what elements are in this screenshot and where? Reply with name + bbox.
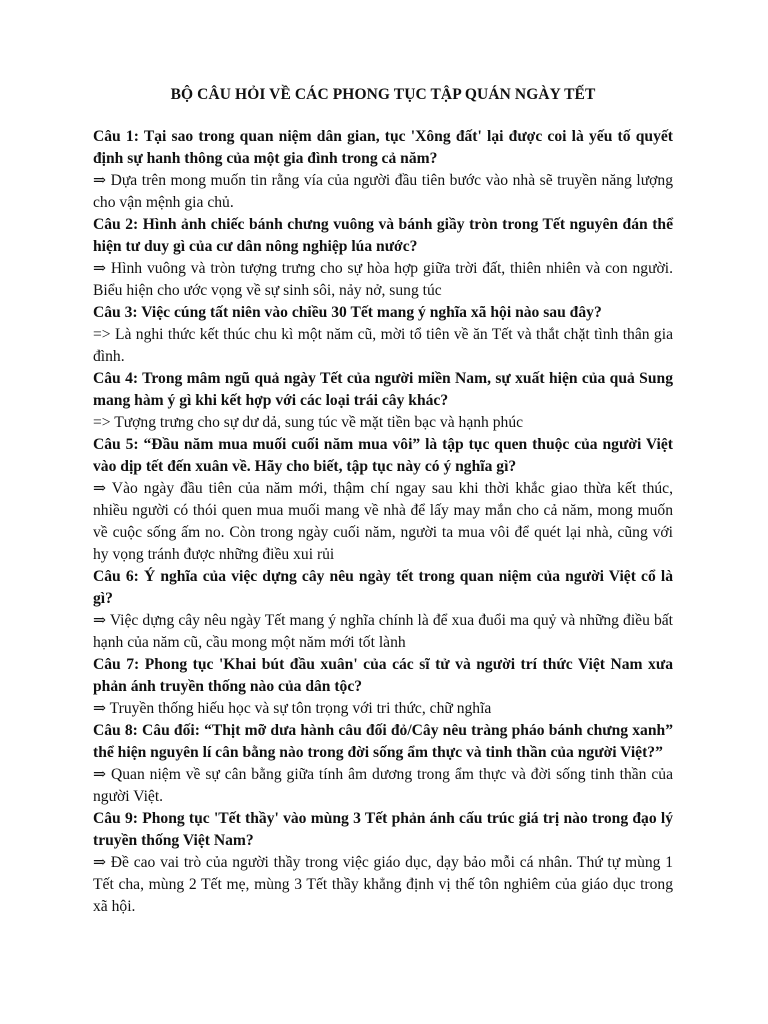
- qa-item-1: [93, 126, 673, 214]
- question-8: Câu 8: Câu đối: “Thịt mỡ dưa hành câu đối đỏ/Cây nêu tràng pháo bánh chưng xanh” thể hiện nguyên lí cân bằng nào trong đời sống ẩm thực và tinh thần của người Việt?”: [93, 722, 673, 761]
- answer-2: ⇒ Hình vuông và tròn tượng trưng cho sự hòa hợp giữa trời đất, thiên nhiên và con người. Biểu hiện cho ước vọng về sự sinh sôi, nảy nở, sung túc: [93, 260, 673, 299]
- qa-item-9: [93, 808, 673, 918]
- answer-7: ⇒ Truyền thống hiếu học và sự tôn trọng với tri thức, chữ nghĩa: [93, 700, 492, 717]
- qa-item-3: [93, 302, 673, 368]
- question-3: Câu 3: Việc cúng tất niên vào chiều 30 Tết mang ý nghĩa xã hội nào sau đây?: [93, 304, 602, 321]
- answer-4: => Tượng trưng cho sự dư dả, sung túc về mặt tiền bạc và hạnh phúc: [93, 414, 524, 431]
- qa-item-2: [93, 214, 673, 302]
- question-6: Câu 6: Ý nghĩa của việc dựng cây nêu ngày tết trong quan niệm của người Việt cổ là gì?: [93, 568, 673, 607]
- question-1: Câu 1: Tại sao trong quan niệm dân gian, tục 'Xông đất' lại được coi là yếu tố quyết định sự hanh thông của một gia đình trong cả năm?: [93, 128, 673, 167]
- answer-3: => Là nghi thức kết thúc chu kì một năm cũ, mời tổ tiên về ăn Tết và thắt chặt tình thân gia đình.: [93, 326, 673, 365]
- question-2: Câu 2: Hình ảnh chiếc bánh chưng vuông và bánh giầy tròn trong Tết nguyên đán thể hiện tư duy gì của cư dân nông nghiệp lúa nước?: [93, 216, 673, 255]
- document-title: BỘ CÂU HỎI VỀ CÁC PHONG TỤC TẬP QUÁN NGÀY TẾT: [170, 86, 596, 103]
- answer-5: ⇒ Vào ngày đầu tiên của năm mới, thậm chí ngay sau khi thời khắc giao thừa kết thúc, nhiều người có thói quen mua muối mang về nhà để lấy may mắn cho cả năm, mong muốn về cuộc sống ấm no. Còn trong ngày cuối năm, người ta mua vôi để quét lại nhà, cũng với hy vọng tránh được những điều xui rủi: [93, 480, 673, 563]
- question-9: Câu 9: Phong tục 'Tết thầy' vào mùng 3 Tết phản ánh cấu trúc giá trị nào trong đạo lý truyền thống Việt Nam?: [93, 810, 673, 849]
- answer-8: ⇒ Quan niệm về sự cân bằng giữa tính âm dương trong ẩm thực và đời sống tinh thần của người Việt.: [93, 766, 673, 805]
- qa-item-5: [93, 434, 673, 566]
- document-page: [93, 86, 673, 918]
- answer-6: ⇒ Việc dựng cây nêu ngày Tết mang ý nghĩa chính là để xua đuổi ma quỷ và những điều bất hạnh của năm cũ, cầu mong một năm mới tốt lành: [93, 612, 673, 651]
- answer-9: ⇒ Đề cao vai trò của người thầy trong việc giáo dục, dạy bảo mỗi cá nhân. Thứ tự mùng 1 Tết cha, mùng 2 Tết mẹ, mùng 3 Tết thầy khẳng định vị thế tôn nghiêm của giáo dục trong xã hội.: [93, 854, 673, 915]
- qa-item-6: [93, 566, 673, 654]
- qa-item-8: [93, 720, 673, 808]
- question-5: Câu 5: “Đầu năm mua muối cuối năm mua vôi” là tập tục quen thuộc của người Việt vào dịp tết đến xuân về. Hãy cho biết, tập tục này có ý nghĩa gì?: [93, 436, 673, 475]
- qa-item-4: [93, 368, 673, 434]
- question-4: Câu 4: Trong mâm ngũ quả ngày Tết của người miền Nam, sự xuất hiện của quả Sung mang hàm ý gì khi kết hợp với các loại trái cây khác?: [93, 370, 673, 409]
- qa-item-7: [93, 654, 673, 720]
- question-7: Câu 7: Phong tục 'Khai bút đầu xuân' của các sĩ tử và người trí thức Việt Nam xưa phản ánh truyền thống nào của dân tộc?: [93, 656, 673, 695]
- answer-1: ⇒ Dựa trên mong muốn tin rằng vía của người đầu tiên bước vào nhà sẽ truyền năng lượng cho vận mệnh gia chủ.: [93, 172, 673, 211]
